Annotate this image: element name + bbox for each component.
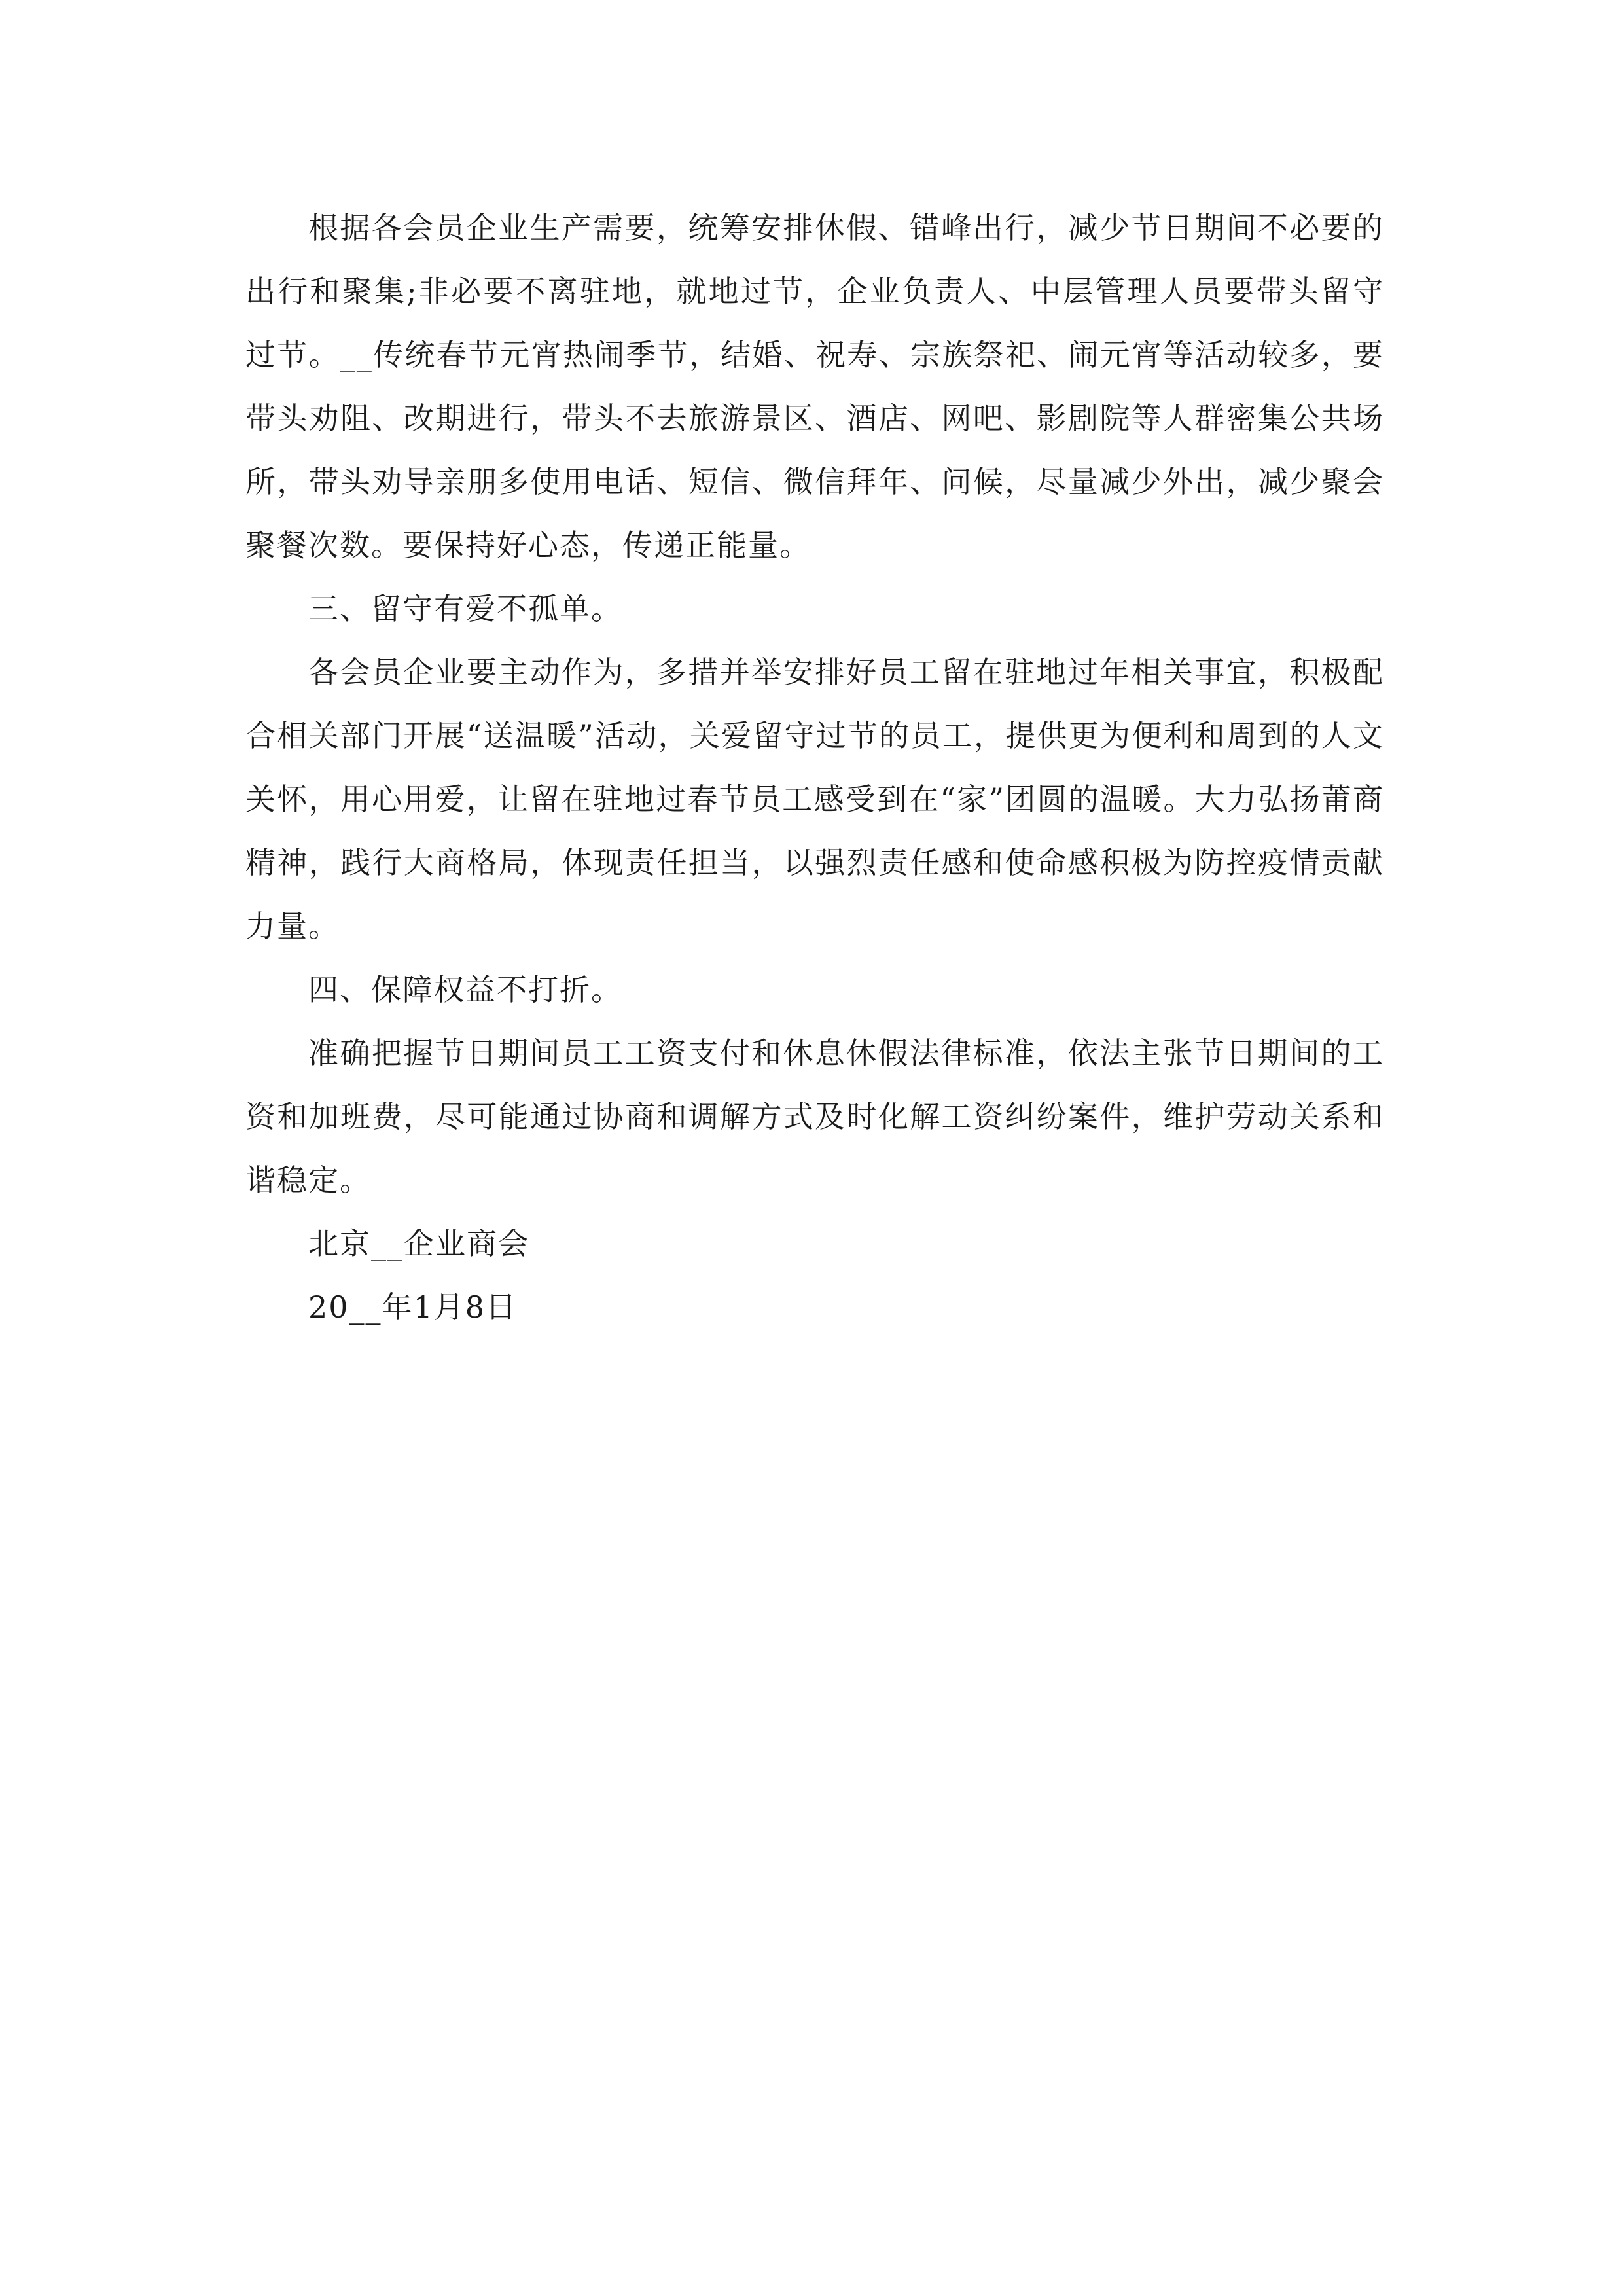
section-heading-four: 四、保障权益不打折。 xyxy=(308,972,622,1007)
paragraph-care-for-staff: 各会员企业要主动作为，多措并举安排好员工留在驻地过年相关事宜，积极配合相关部门开展“送温暖”活动，关爱留守过节的员工，提供更为便利和周到的人文关怀，用心用爱，让留在驻地过春节员工感受到在“家”团圆的温暖。大力弘扬莆商精神，践行大商格局，体现责任担当，以强烈责任感和使命感积极为防控疫情贡献力量。 xyxy=(245,655,1384,944)
paragraph-rights-protection: 准确把握节日期间员工工资支付和休息休假法律标准，依法主张节日期间的工资和加班费，尽可能通过协商和调解方式及时化解工资纠纷案件，维护劳动关系和谐稳定。 xyxy=(245,1035,1384,1198)
signature-organization: 北京__企业商会 xyxy=(308,1226,529,1261)
paragraph-travel-guidance: 根据各会员企业生产需要，统筹安排休假、错峰出行，减少节日期间不必要的出行和聚集;非必要不离驻地，就地过节，企业负责人、中层管理人员要带头留守过节。__传统春节元宵热闹季节，结婚、祝寿、宗族祭祀、闹元宵等活动较多，要带头劝阻、改期进行，带头不去旅游景区、酒店、网吧、影剧院等人群密集公共场所，带头劝导亲朋多使用电话、短信、微信拜年、问候，尽量减少外出，减少聚会聚餐次数。要保持好心态，传递正能量。 xyxy=(245,210,1384,563)
document-page xyxy=(245,196,1384,1339)
signature-date: 20__年1月8日 xyxy=(308,1289,518,1325)
section-heading-three: 三、留守有爱不孤单。 xyxy=(308,591,622,626)
